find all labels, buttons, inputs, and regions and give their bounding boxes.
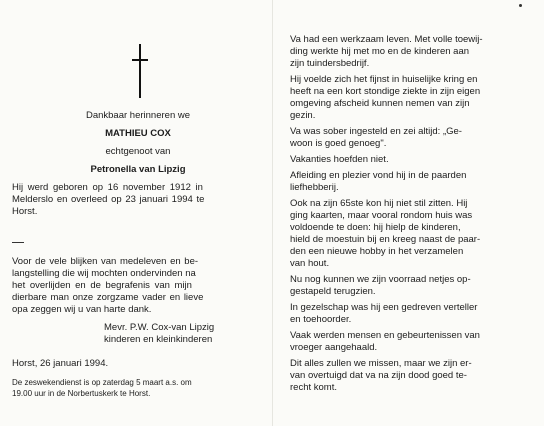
story-line: voldoende te doen: hij hielp de kinderen, bbox=[290, 222, 461, 233]
story-line: van hout. bbox=[290, 258, 330, 269]
story-line: Afleiding en plezier vond hij in de paarden bbox=[290, 170, 467, 181]
mass-line: De zeswekendienst is op zaterdag 5 maart a.s. om bbox=[12, 378, 192, 387]
corner-mark bbox=[519, 4, 522, 7]
story-line: vroeger aangehaald. bbox=[290, 342, 378, 353]
story-line: den een nieuwe hobby in het verzamelen bbox=[290, 246, 464, 257]
story-line: recht komt. bbox=[290, 382, 337, 393]
story-line: heeft na een kort stondige ziekte in zijn eigen bbox=[290, 86, 481, 97]
fold-line bbox=[272, 0, 273, 426]
story-line: Va was sober ingesteld en zei altijd: „Ge- bbox=[290, 126, 462, 137]
spouse-name: Petronella van Lipzig bbox=[90, 164, 186, 175]
signature-line: kinderen en kleinkinderen bbox=[104, 334, 213, 345]
story-line: van overtuigd dat va na zijn dood goed te- bbox=[290, 370, 467, 381]
cross-icon bbox=[132, 44, 148, 98]
story-line: hield de moestuin bij en kreeg naast de paar- bbox=[290, 234, 481, 245]
place-date: Horst, 26 januari 1994. bbox=[12, 358, 109, 369]
thanks-line: langstelling die wij mochten ondervinden na bbox=[12, 268, 196, 279]
story-line: In gezelschap was hij een gedreven verteller bbox=[290, 302, 478, 313]
spouse-label: echtgenoot van bbox=[105, 146, 171, 157]
story-line: Ook na zijn 65ste kon hij niet stil zitten. Hij bbox=[290, 198, 468, 209]
story-line: woon is goed genoeg". bbox=[290, 138, 387, 149]
intro-text: Dankbaar herinneren we bbox=[85, 110, 191, 121]
story-line: gestapeld terugzien. bbox=[290, 286, 376, 297]
mass-line: 19.00 uur in de Norbertuskerk te Horst. bbox=[12, 389, 151, 398]
signature-line: Mevr. P.W. Cox-van Lipzig bbox=[104, 322, 215, 333]
story-line: Nu nog kunnen we zijn voorraad netjes op- bbox=[290, 274, 471, 285]
bio-line: Horst. bbox=[12, 206, 38, 217]
story-line: ging kaarten, maar vooral rondom huis was bbox=[290, 210, 473, 221]
story-line: liefhebberij. bbox=[290, 182, 339, 193]
story-line: en toehoorder. bbox=[290, 314, 352, 325]
story-line: omgeving afscheid kunnen nemen van zijn bbox=[290, 98, 470, 109]
deceased-name: MATHIEU COX bbox=[105, 128, 171, 139]
story-line: gezin. bbox=[290, 110, 316, 121]
thanks-line: het overlijden en de begrafenis van mijn bbox=[12, 280, 192, 291]
story-line: Dit alles zullen we missen, maar we zijn er- bbox=[290, 358, 472, 369]
bio-line: Melderslo en overleed op 23 januari 1994 te bbox=[12, 194, 205, 205]
thanks-line: Voor de vele blijken van medeleven en be- bbox=[12, 256, 199, 267]
story-line: zijn tuindersbedrijf. bbox=[290, 58, 370, 69]
bio-line: Hij werd geboren op 16 november 1912 in bbox=[12, 182, 203, 193]
story-line: Vaak werden mensen en gebeurtenissen van bbox=[290, 330, 480, 341]
story-line: Hij voelde zich het fijnst in huiselijke kring en bbox=[290, 74, 478, 85]
story-line: Va had een werkzaam leven. Met volle toewij- bbox=[290, 34, 483, 45]
thanks-line: dierbare man onze zorgzame vader en lieve bbox=[12, 292, 204, 303]
separator bbox=[12, 242, 24, 243]
story-line: ding werkte hij met mo en de kinderen aan bbox=[290, 46, 470, 57]
story-line: Vakanties hoefden niet. bbox=[290, 154, 389, 165]
thanks-line: opa zeggen wij u van harte dank. bbox=[12, 304, 152, 315]
